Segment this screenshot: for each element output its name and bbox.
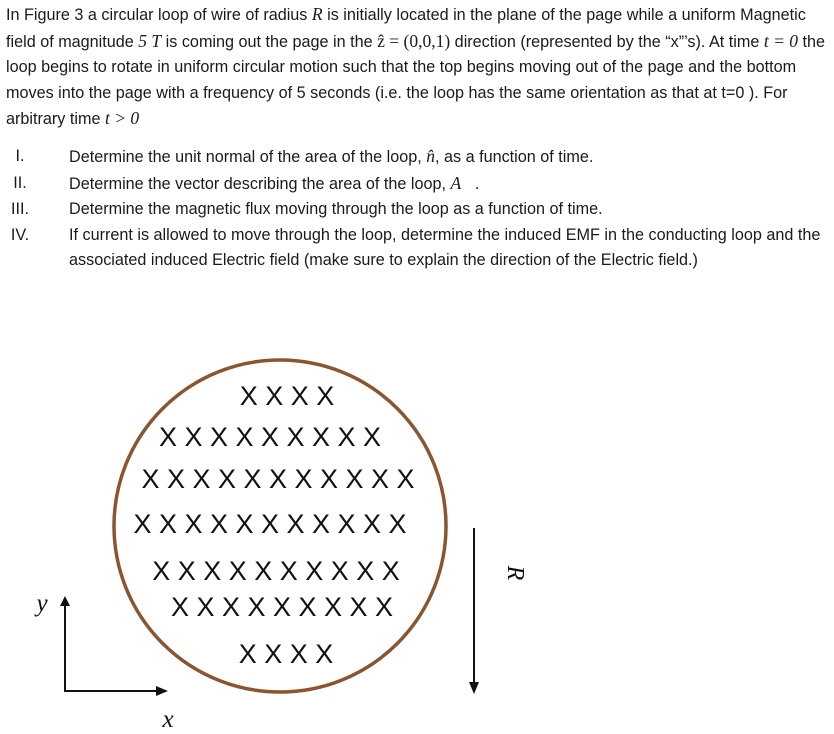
field-x-row: X X X X	[238, 639, 334, 669]
time-positive: t > 0	[104, 108, 140, 128]
item-number: IV.	[10, 225, 30, 244]
field-x-row: X X X X X X X X X X X	[133, 509, 407, 539]
item-number: I.	[15, 147, 25, 165]
question-item-1: I. Determine the unit normal of the area of the loop, n̂, as a function of time.	[0, 144, 824, 171]
field-x-row: X X X X	[239, 381, 335, 411]
radius-label: R	[502, 565, 528, 581]
field-magnitude: 5 T	[138, 30, 162, 51]
time-zero: t = 0	[763, 30, 799, 51]
area-vector-symbol: A⃗	[450, 172, 475, 193]
unit-normal-symbol: n̂	[426, 146, 435, 166]
field-x-row: X X X X X X X X X X	[152, 556, 400, 586]
question-item-4: IV. If current is allowed to move through the loop, determine the induced EMF in the conducting loop and the associated induced Electric field (make sure to explain the direction of the Electric field.)	[0, 223, 824, 274]
field-x-row: X X X X X X X X X	[158, 422, 382, 452]
radius-arrow-head	[469, 682, 479, 694]
y-axis-arrowhead	[60, 596, 70, 606]
field-x-row: X X X X X X X X X X X	[141, 464, 415, 494]
field-x-row: X X X X X X X X X	[170, 592, 394, 622]
y-axis-label: y	[36, 590, 48, 617]
radius-symbol: R	[311, 4, 323, 24]
question-item-2: II. Determine the vector describing the area of the loop, A⃗.	[0, 171, 824, 198]
x-axis-label: x	[162, 706, 174, 733]
item-number: II.	[13, 173, 27, 192]
z-hat-direction: ẑ = (0,0,1)	[377, 30, 451, 51]
x-axis-arrowhead	[156, 686, 168, 696]
question-item-3: III. Determine the magnetic flux moving through the loop as a function of time.	[0, 197, 824, 223]
item-number: III.	[11, 200, 29, 218]
problem-statement: In Figure 3 a circular loop of wire of radius R is initially located in the plane of the page while a uniform Magnetic field of magnitude 5 T is coming out the page in the ẑ = (0,0,1) direction (represented by the “x”’s). At time t = 0 the loop begins to rotate in uniform circular motion such that the top begins moving out of the page and the bottom moves into the page with a frequency of 5 seconds (i.e. the loop has the same orientation as that at t=0 ). For arbitrary time t > 0	[6, 4, 826, 128]
